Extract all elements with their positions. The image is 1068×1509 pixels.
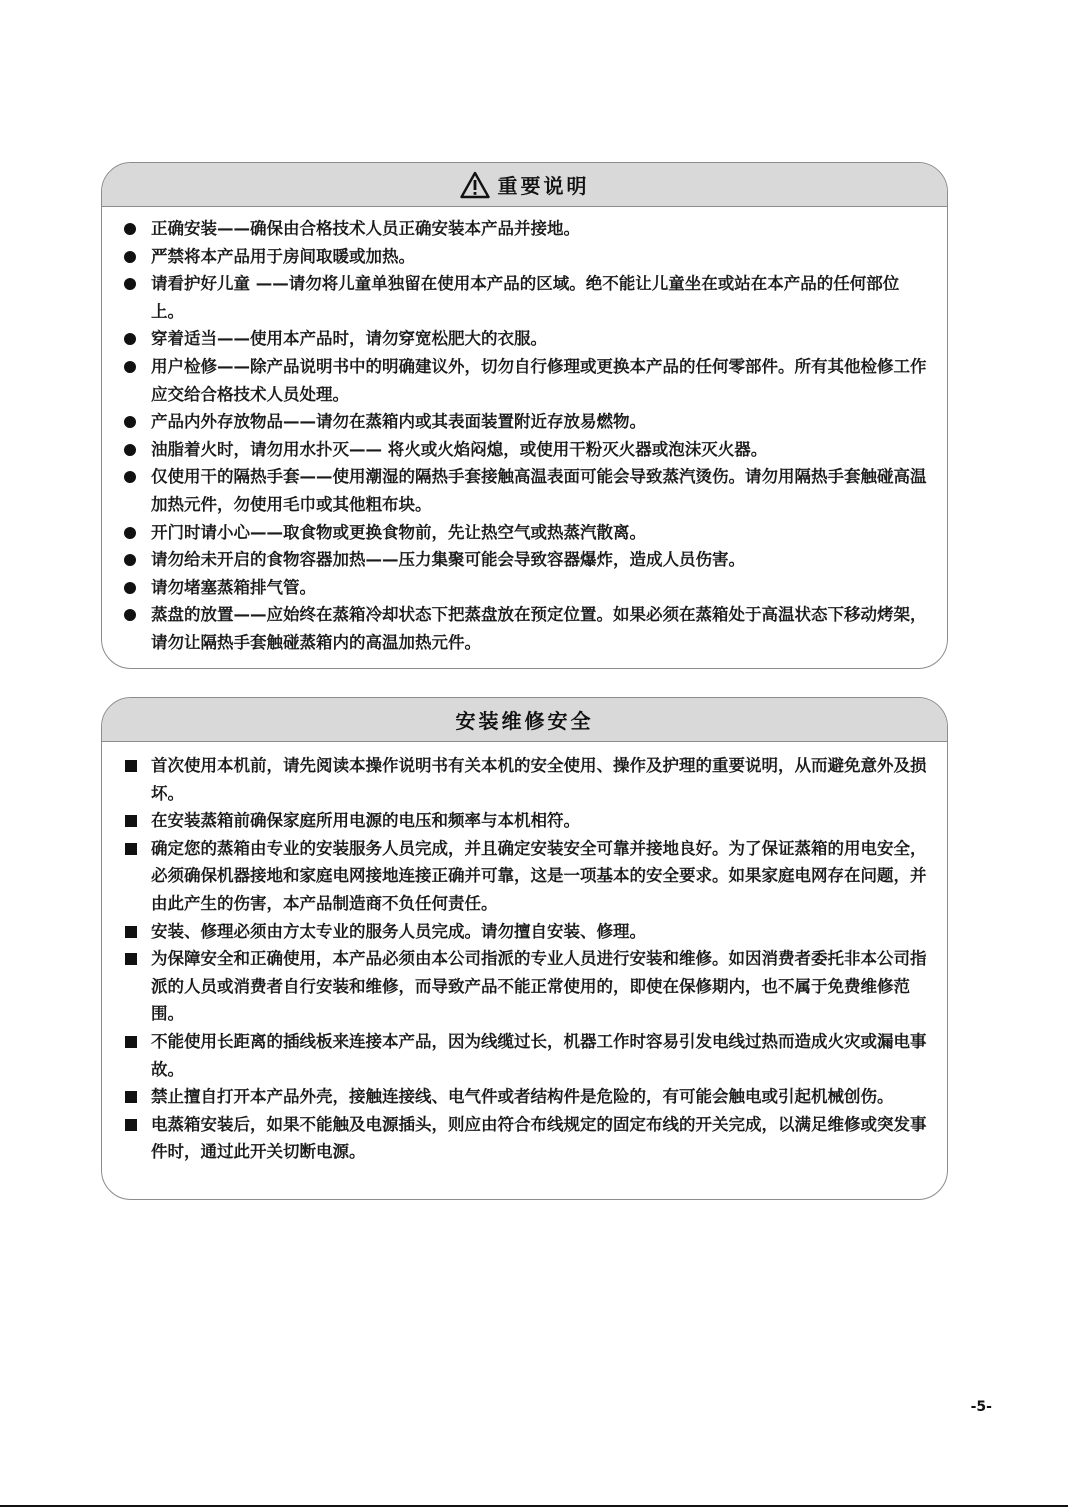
important-notes-title: 重要说明 (497, 174, 590, 198)
installation-safety-panel (101, 697, 948, 1200)
list-item: 油脂着火时，请勿用水扑灭—— 将火或火焰闷熄，或使用干粉灭火器或泡沫灭火器。 (124, 436, 927, 464)
list-item: 请勿给未开启的食物容器加热——压力集聚可能会导致容器爆炸，造成人员伤害。 (124, 546, 927, 574)
important-notes-list (102, 207, 947, 657)
list-item: 请勿堵塞蒸箱排气管。 (124, 574, 927, 602)
list-item: 安装、修理必须由方太专业的服务人员完成。请勿擅自安装、修理。 (124, 918, 927, 946)
important-notes-header (102, 163, 947, 207)
list-item: 确定您的蒸箱由专业的安装服务人员完成，并且确定安装安全可靠并接地良好。为了保证蒸箱的用电安全，必须确保机器接地和家庭电网接地连接正确并可靠，这是一项基本的安全要求。如果家庭电网存在问题，并由此产生的伤害，本产品制造商不负任何责任。 (124, 835, 927, 918)
list-item: 正确安装——确保由合格技术人员正确安装本产品并接地。 (124, 215, 927, 243)
list-item: 在安装蒸箱前确保家庭所用电源的电压和频率与本机相符。 (124, 807, 927, 835)
list-item: 禁止擅自打开本产品外壳，接触连接线、电气件或者结构件是危险的，有可能会触电或引起机械创伤。 (124, 1083, 927, 1111)
list-item: 蒸盘的放置——应始终在蒸箱冷却状态下把蒸盘放在预定位置。如果必须在蒸箱处于高温状态下移动烤架，请勿让隔热手套触碰蒸箱内的高温加热元件。 (124, 601, 927, 656)
installation-safety-list (102, 742, 947, 1166)
bottom-rule (0, 1505, 1068, 1507)
list-item: 首次使用本机前，请先阅读本操作说明书有关本机的安全使用、操作及护理的重要说明，从而避免意外及损坏。 (124, 752, 927, 807)
list-item: 请看护好儿童 ——请勿将儿童单独留在使用本产品的区域。绝不能让儿童坐在或站在本产品的任何部位上。 (124, 270, 927, 325)
page-number: -5- (970, 1399, 992, 1415)
list-item: 为保障安全和正确使用，本产品必须由本公司指派的专业人员进行安装和维修。如因消费者委托非本公司指派的人员或消费者自行安装和维修，而导致产品不能正常使用的，即使在保修期内，也不属于免费维修范围。 (124, 945, 927, 1028)
list-item: 严禁将本产品用于房间取暖或加热。 (124, 243, 927, 271)
list-item: 仅使用干的隔热手套——使用潮湿的隔热手套接触高温表面可能会导致蒸汽烫伤。请勿用隔热手套触碰高温加热元件，勿使用毛巾或其他粗布块。 (124, 463, 927, 518)
list-item: 开门时请小心——取食物或更换食物前，先让热空气或热蒸汽散离。 (124, 519, 927, 547)
installation-safety-title: 安装维修安全 (455, 709, 594, 733)
list-item: 电蒸箱安装后，如果不能触及电源插头，则应由符合布线规定的固定布线的开关完成，以满足维修或突发事件时，通过此开关切断电源。 (124, 1111, 927, 1166)
list-item: 不能使用长距离的插线板来连接本产品，因为线缆过长，机器工作时容易引发电线过热而造成火灾或漏电事故。 (124, 1028, 927, 1083)
warning-triangle-icon (460, 171, 490, 199)
important-notes-panel (101, 162, 948, 669)
list-item: 穿着适当——使用本产品时，请勿穿宽松肥大的衣服。 (124, 325, 927, 353)
list-item: 用户检修——除产品说明书中的明确建议外，切勿自行修理或更换本产品的任何零部件。所有其他检修工作应交给合格技术人员处理。 (124, 353, 927, 408)
installation-safety-header (102, 698, 947, 742)
list-item: 产品内外存放物品——请勿在蒸箱内或其表面装置附近存放易燃物。 (124, 408, 927, 436)
